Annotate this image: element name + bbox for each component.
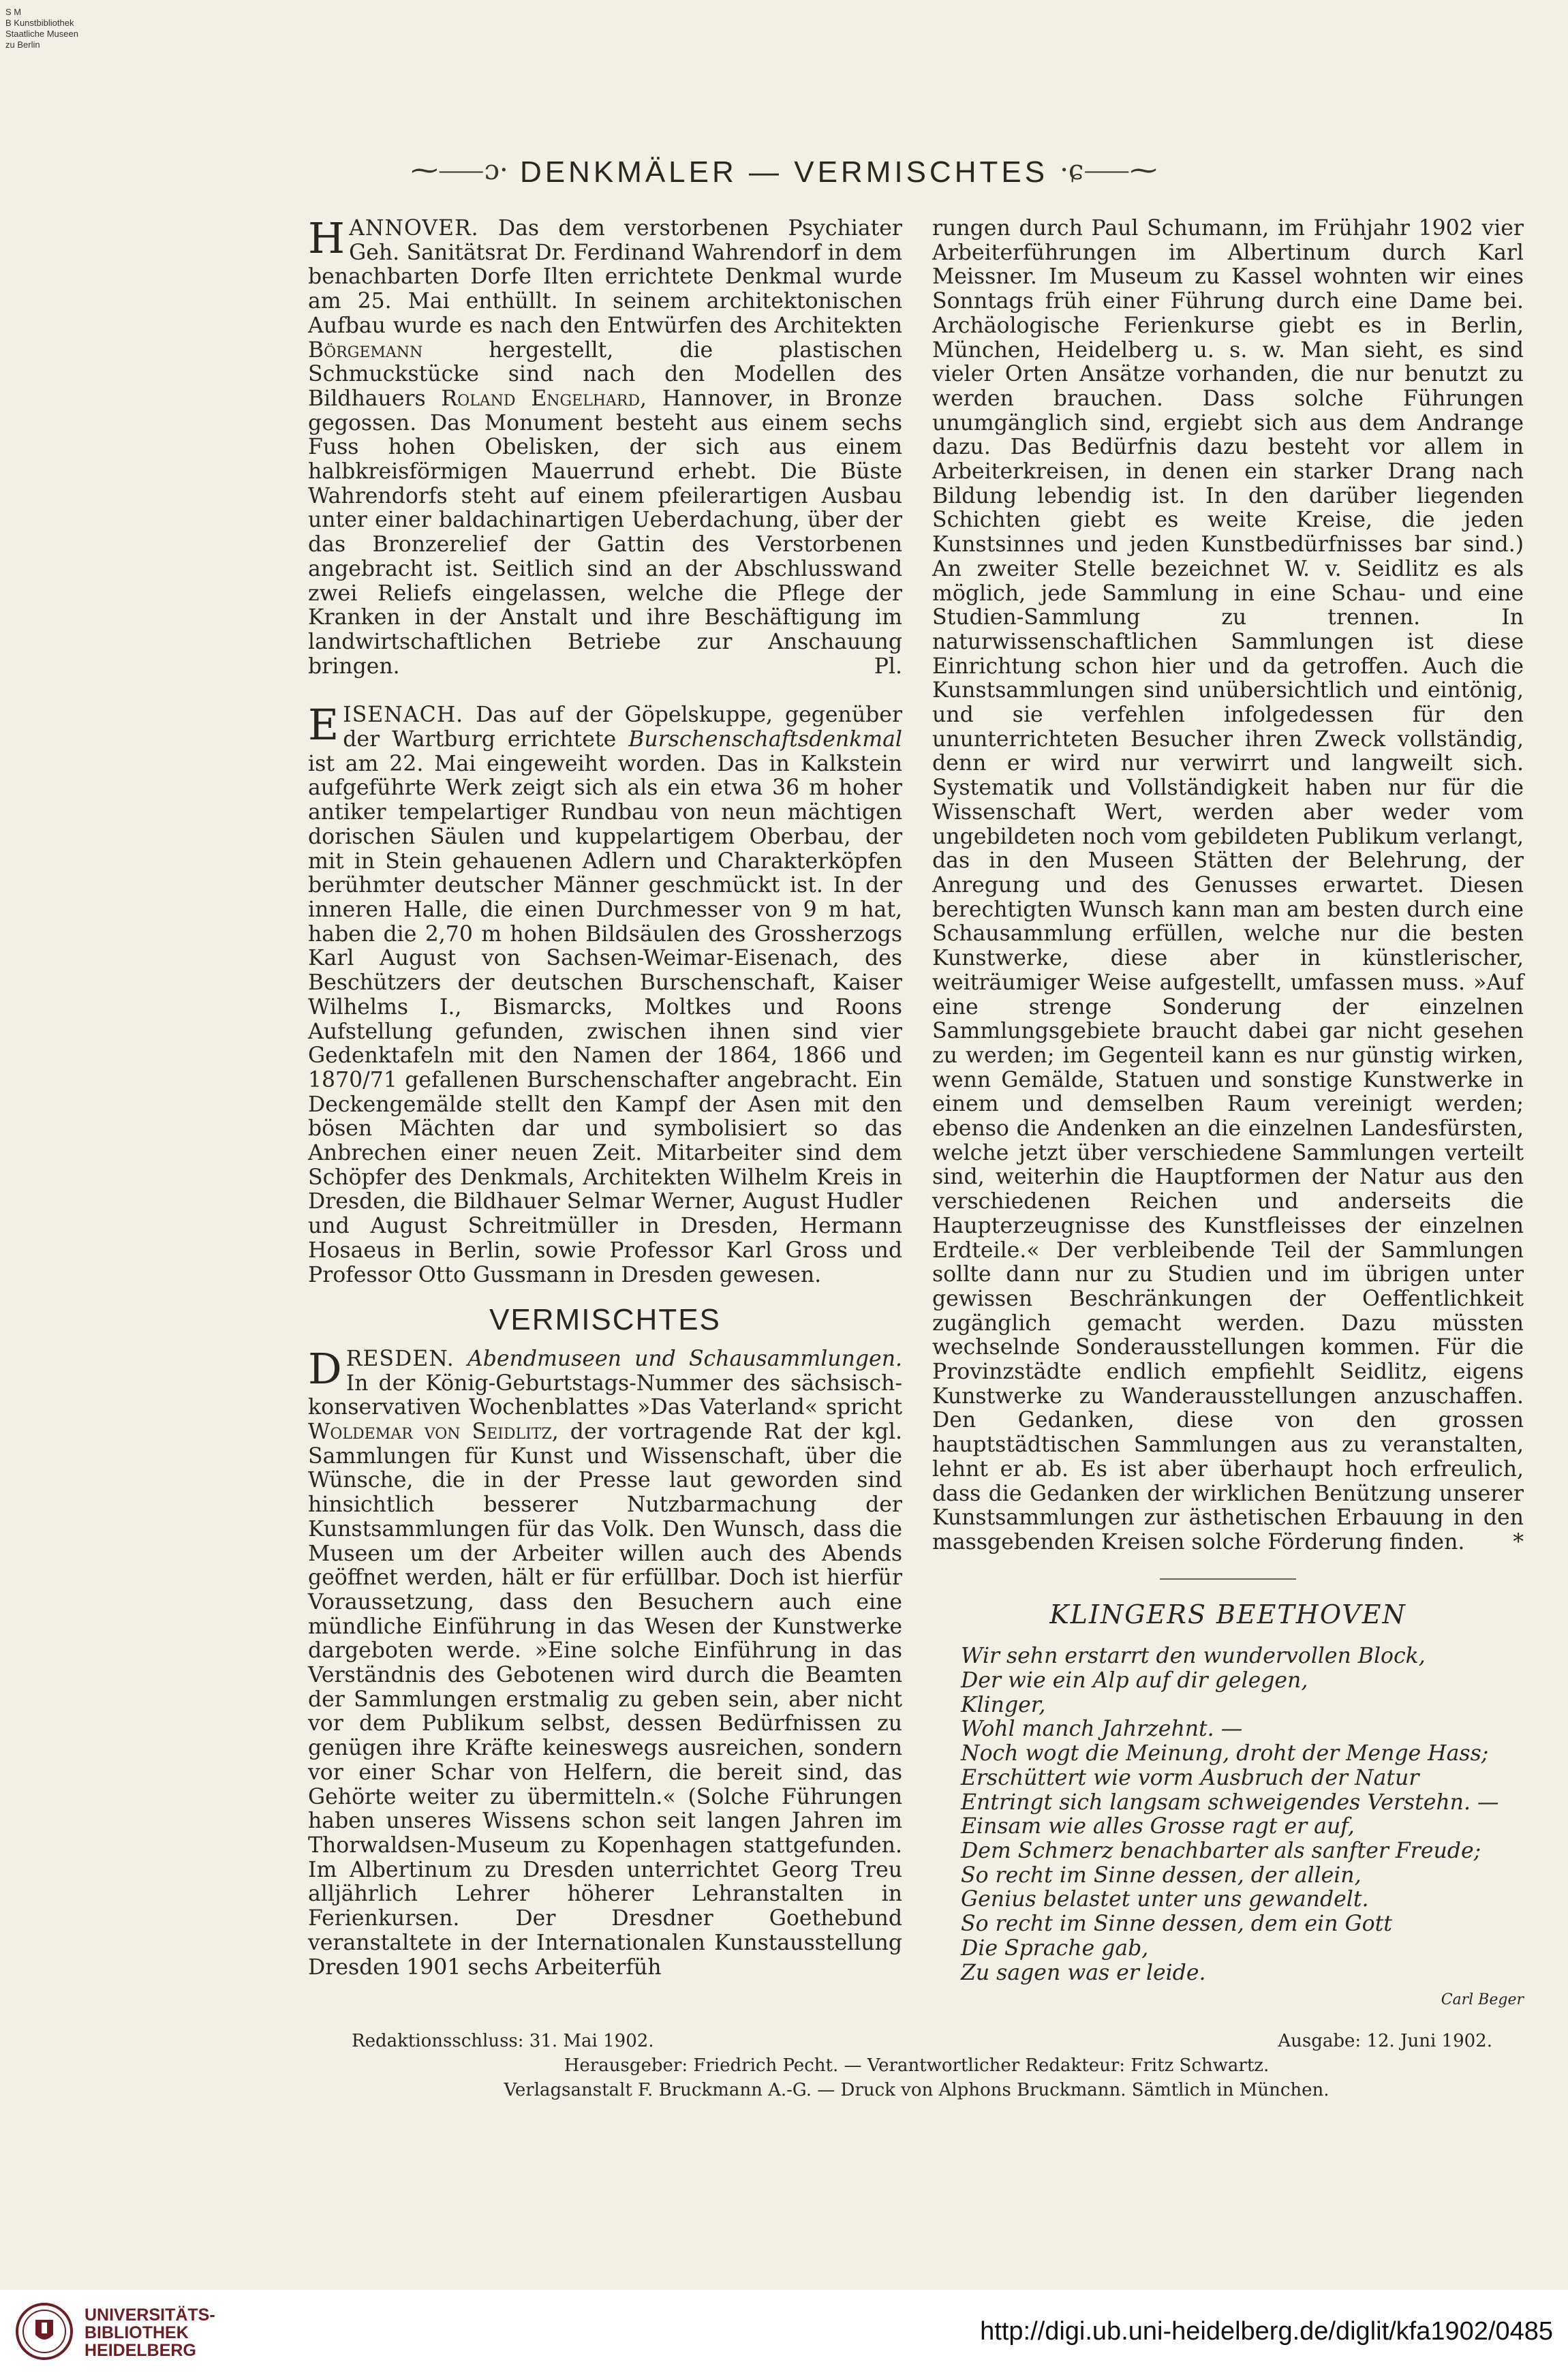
poem-line: Entringt sich langsam schweigendes Verstehn. — <box>961 1790 1499 1815</box>
poem-line: Der wie ein Alp auf dir gelegen, <box>961 1668 1308 1694</box>
poem-line: Einsam wie alles Grosse ragt er auf, <box>961 1814 1355 1839</box>
stamp-line: S M <box>5 7 22 17</box>
library-name-line: HEIDELBERG <box>84 2341 196 2360</box>
left-column <box>308 213 902 1980</box>
poem-line: Wir sehn erstarrt den wundervollen Block, <box>961 1644 1426 1669</box>
article-text: ist am 22. Mai eingeweiht worden. Das in Kalkstein aufgeführte Werk zeigt sich als ein etwa 36 m hoher antiker tempelartiger Rundbau von neun mächtigen dorischen Säulen und kuppelartigem Oberbau, der mit in Stein gehauenen Adlern und Charakterköpfen berühmter deutscher Männer geschmückt ist. In der inneren Halle, die einen Durchmesser von 9 m hat, haben die 2,70 m hohen Bildsäulen des Grossherzogs Karl August von Sachsen-Weimar-Eisenach, des Beschützers der deutschen Burschenschaft, Kaiser Wilhelms I., Bismarcks, Moltkes und Roons Aufstellung gefunden, zwischen ihnen sind vier Gedenktafeln mit den Namen der 1864, 1866 und 1870/71 gefallenen Burschenschafter angebracht. Ein Deckengemälde stellt den Kampf der Asen mit den bösen Mächten dar und symbolisiert so das Anbrechen einer neuen Zeit. Mitarbeiter sind dem Schöpfer des Denkmals, Architekten Wilhelm Kreis in Dresden, die Bildhauer Selmar Werner, August Hudler und August Schreitmüller in Dresden, Hermann Hosaeus in Berlin, sowie Professor Karl Gross und Professor Otto Gussmann in Dresden gewesen. <box>308 751 902 1287</box>
article-eisenach <box>308 700 902 1287</box>
poem-line: So recht im Sinne dessen, dem ein Gott <box>961 1912 1392 1937</box>
permalink-url[interactable]: http://digi.ub.uni-heidelberg.de/diglit/kfa1902/0485 <box>980 2317 1553 2346</box>
article-text: Das auf der Göpelskuppe, gegenüber der Wartburg errichtete <box>343 703 902 752</box>
person-name: Woldemar von Seidlitz <box>308 1420 552 1445</box>
person-name: Roland Engelhard <box>441 386 640 411</box>
stamp-line: Staatliche Museen <box>5 29 78 39</box>
poem-line: Dem Schmerz benachbarter als sanfter Freude; <box>961 1839 1481 1863</box>
article-signature: * <box>1513 1529 1524 1554</box>
article-italic: Abendmuseen und Schausammlungen. <box>454 1346 902 1371</box>
poem-line: Genius belastet unter uns gewandelt. <box>961 1887 1369 1912</box>
library-name-line: UNIVERSITÄTS- <box>84 2305 215 2325</box>
spacer <box>308 679 902 703</box>
right-column <box>932 217 1524 2012</box>
article-lead: ANNOVER. <box>349 216 479 241</box>
drop-cap: D <box>308 1343 342 1394</box>
page-header <box>0 149 1568 189</box>
article-hannover <box>308 213 902 679</box>
article-dresden <box>308 1343 902 1980</box>
footer-printer: Verlagsanstalt F. Bruckmann A.-G. — Druck von Alphons Bruckmann. Sämtlich in München. <box>504 2080 1329 2100</box>
poem-line: Erschüttert wie vorm Ausbruch der Natur <box>961 1765 1419 1790</box>
issue-date-text: Ausgabe: 12. Juni 1902. <box>1278 2031 1492 2051</box>
divider <box>1160 1578 1296 1580</box>
right-ornament: ·ɕ⸺⁓ <box>1060 155 1158 186</box>
person-name: Börgemann <box>308 337 423 363</box>
poem-line: So recht im Sinne dessen, der allein, <box>961 1863 1362 1888</box>
article-italic: Burschenschaftsdenkmal <box>628 727 902 752</box>
article-text: In der König-Geburtstags-Nummer des sächsisch-konservativen Wochenblattes »Das Vaterland« spricht <box>308 1370 902 1420</box>
article-signature: Pl. <box>874 654 902 679</box>
drop-cap: H <box>308 213 345 263</box>
poem-author: Carl Beger <box>1441 1991 1524 2009</box>
article-lead: RESDEN. <box>345 1346 455 1371</box>
left-ornament: ⁓⸺ɔ· <box>410 155 508 186</box>
drop-cap: E <box>308 700 339 750</box>
article-text: Das dem verstorbenen Psychiater Geh. Sanitätsrat Dr. Ferdinand Wahrendorf in dem benachbarten Dorfe Ilten errichtete Denkmal wurde am 25. Mai enthüllt. In seinem architektonischen Aufbau wurde es nach den Entwürfen des Architekten <box>308 216 902 338</box>
article-lead: ISENACH. <box>343 703 464 728</box>
library-name-line: BIBLIOTHEK <box>84 2323 189 2342</box>
deadline-text: Redaktionsschluss: 31. Mai 1902. <box>352 2031 654 2051</box>
poem <box>932 1644 1524 1985</box>
poem-title: KLINGERS BEETHOVEN <box>1049 1599 1406 1629</box>
poem-line: Die Sprache gab, <box>961 1935 1149 1961</box>
page-title: DENKMÄLER — VERMISCHTES <box>519 155 1049 189</box>
library-name <box>84 2306 215 2359</box>
university-seal-icon <box>15 2302 74 2361</box>
stamp-line: zu Berlin <box>5 40 40 50</box>
poem-line: Noch wogt die Meinung, droht der Menge Hass; <box>961 1741 1489 1766</box>
poem-line: Wohl manch Jahrzehnt. — <box>961 1717 1243 1742</box>
article-text: , der vortragende Rat der kgl. Sammlungen für Kunst und Wissenschaft, über die Wünsche, die in der Presse laut geworden sind hinsichtlich besserer Nutzbarmachung der Kunstsammlungen für das Volk. Den Wunsch, dass die Museen um der Arbeiter willen auch des Abends geöffnet werden, hält er für erfüllbar. Doch ist hierfür Voraussetzung, dass den Besuchern auch eine mündliche Einführung in das Wesen der Kunstwerke dargeboten werde. »Eine solche Einführung in das Verständnis des Gebotenen wird durch die Beamten der Sammlungen erstmalig zu geben sein, aber nicht vor dem Publikum selbst, dessen Bedürfnissen zu genügen ihre Kräfte keineswegs ausreichen, sondern vor einer Schar von Helfern, die bereit sind, das Gehörte weiter zu übermitteln.« (Solche Führungen haben unseres Wissens schon seit langen Jahren im Thorwaldsen-Museum zu Kopenhagen stattgefunden. Im Albertinum zu Dresden unterrichtet Georg Treu alljährlich Lehrer höherer Lehranstalten in Ferienkursen. Der Dresdner Goethebund veranstaltete in der Internationalen Kunstausstellung Dresden 1901 sechs Arbeiterfüh <box>308 1420 902 1980</box>
article-dresden-continued <box>932 217 1524 1555</box>
section-heading: VERMISCHTES <box>489 1303 721 1337</box>
article-text: hergestellt, die plastischen Schmuckstücke sind nach den Modellen des Bildhauers <box>308 337 902 411</box>
footer-publisher: Herausgeber: Friedrich Pecht. — Verantwortlicher Redakteur: Fritz Schwartz. <box>564 2055 1270 2076</box>
article-text: rungen durch Paul Schumann, im Frühjahr 1902 vier Arbeiterführungen im Albertinum durch Karl Meissner. Im Museum zu Kassel wohnten wir eines Sonntags früh einer Führung durch eine Dame bei. Archäologische Ferienkurse giebt es in Berlin, München, Heidelberg u. s. w. Man sieht, es sind vieler Orten Ansätze vorhanden, die nur benutzt zu werden brauchen. Dass solche Führungen unumgänglich sind, ergiebt sich aus dem Andrange dazu. Das Bedürfnis dazu besteht vor allem in Arbeiterkreisen, in denen ein starker Drang nach Bildung lebendig ist. In den darüber liegenden Schichten giebt es weite Kreise, die jeden Kunstsinnes und jeden Kunstbedürfnisses bar sind.) An zweiter Stelle bezeichnet W. v. Seidlitz es als möglich, jede Sammlung in eine Schau- und eine Studien-Sammlung zu trennen. In naturwissenschaftlichen Sammlungen ist diese Einrichtung schon hier und da getroffen. Auch die Kunstsammlungen sind unübersichtlich und eintönig, und sie verfehlen infolgedessen für den ununterrichteten Besucher ihren Zweck vollständig, denn er wird nur verwirrt und langweilt sich. Systematik und Vollständigkeit haben nur für die Wissenschaft Wert, werden aber weder vom ungebildeten noch vom gebildeten Publikum verlangt, das in den Museen Stätten der Belehrung, der Anregung und des Genusses erwartet. Diesen berechtigten Wunsch kann man am besten durch eine Schausammlung erfüllen, welche nur die besten Kunstwerke, diese aber in künstlerischer, weiträumiger Weise aufgestellt, umfassen muss. »Auf eine strenge Sonderung der einzelnen Sammlungsgebiete braucht dabei gar nicht gesehen zu werden; im Gegenteil kann es nur günstig wirken, wenn Gemälde, Statuen und sonstige Kunstwerke in einem und demselben Raum vereinigt werden; ebenso die Andenken an die einzelnen Landesfürsten, welche jetzt über verschiedene Sammlungen verteilt sind, weiterhin die Hauptformen der Natur aus den verschiedenen Reichen und anderseits die Haupterzeugnisse des Kunstfleisses der einzelnen Erdteile.« Der verbleibende Teil der Sammlungen sollte dann nur zu Studien und im übrigen unter gewissen Beschränkungen der Oeffentlichkeit zugänglich gemacht werden. Dazu müssten wechselnde Sonderausstellungen kommen. Für die Provinzstädte endlich empfiehlt Seidlitz, eigens Kunstwerke zu Wanderausstellungen anzuschaffen. Den Gedanken, diese von den grossen hauptstädtischen Sammlungen aus zu veranstalten, lehnt er ab. Es ist aber überhaupt hoch erfreulich, dass die Gedanken der wirklichen Benützung unserer Kunstsammlungen zur ästhetischen Erbauung in den massgebenden Kreisen solche Förderung finden. <box>932 216 1524 1554</box>
article-text: , Hannover, in Bronze gegossen. Das Monument besteht aus einem sechs Fuss hohen Obelisken, der sich aus einem halbkreisförmigen Mauerrund erhebt. Die Büste Wahrendorfs steht auf einem pfeilerartigen Ausbau unter einer baldachinartigen Ueberdachung, über der das Bronzerelief der Gattin des Verstorbenen angebracht ist. Seitlich sind an der Abschlusswand zwei Reliefs eingelassen, welche die Pflege der Kranken in der Anstalt und ihre Beschäftigung im landwirtschaftlichen Betriebe zur Anschauung bringen. <box>308 386 902 679</box>
poem-line: Zu sagen was er leide. <box>961 1960 1206 1985</box>
stamp-line: B Kunstbibliothek <box>5 18 74 28</box>
poem-line: Klinger, <box>961 1692 1046 1717</box>
library-bar <box>0 2290 1568 2375</box>
library-stamp <box>5 7 78 50</box>
